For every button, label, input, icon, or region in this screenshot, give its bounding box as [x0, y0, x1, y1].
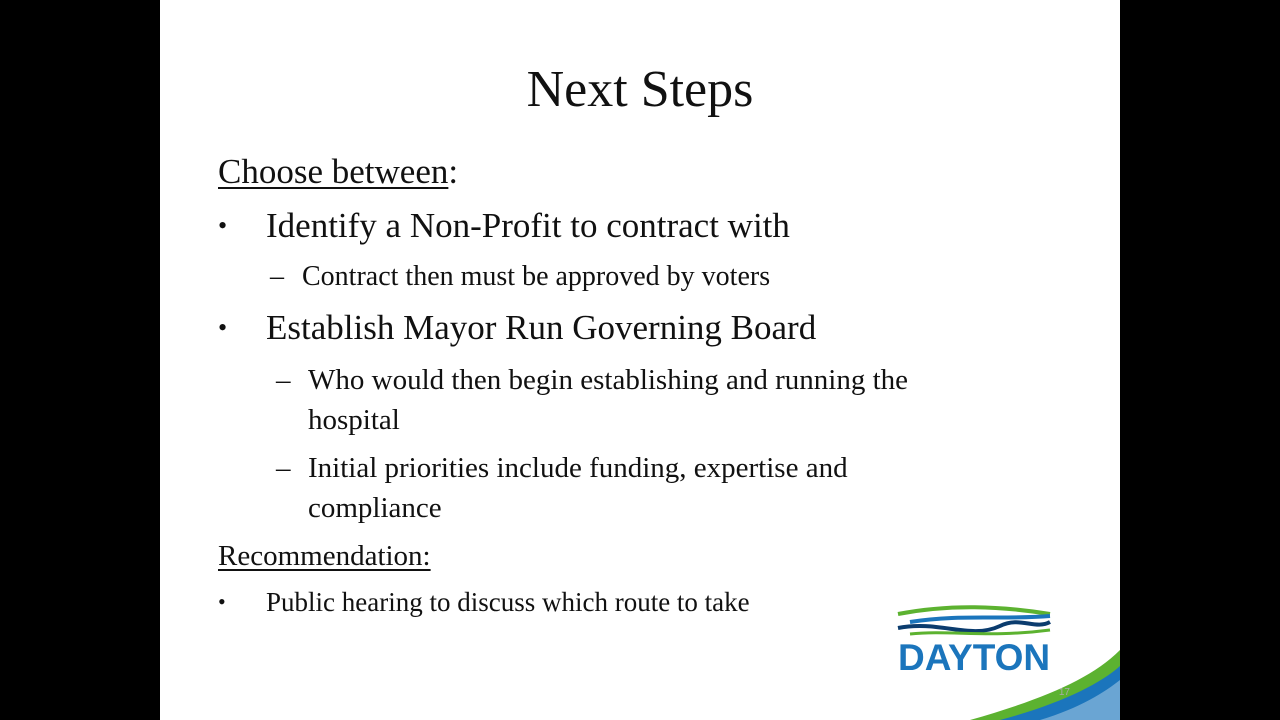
dayton-logo	[890, 600, 1120, 720]
choose-between-heading: Choose between	[218, 152, 449, 191]
bullet-text: Public hearing to discuss which route to take	[266, 587, 750, 617]
dash-icon: –	[276, 364, 291, 396]
page-number: 17	[1058, 687, 1070, 698]
recommendation-heading: Recommendation:	[218, 540, 431, 572]
bullet-icon: •	[218, 589, 226, 614]
sub-item-text: Who would then begin establishing and running the	[308, 364, 909, 396]
section-heading-choose	[218, 152, 458, 192]
dash-icon: –	[276, 452, 291, 484]
sub-item-establishing-continued: hospital	[308, 404, 400, 436]
dash-icon: –	[270, 261, 284, 292]
slide-title: Next Steps	[526, 61, 754, 118]
logo-wordmark: DAYTON	[898, 637, 1051, 678]
sub-item-text: Contract then must be approved by voters	[302, 261, 771, 292]
section-heading-recommendation	[218, 536, 431, 576]
sub-item-text: Initial priorities include funding, expertise and	[308, 452, 848, 484]
slide	[160, 0, 1120, 720]
bullet-text: Identify a Non-Profit to contract with	[266, 206, 790, 245]
bullet-icon: •	[218, 211, 228, 240]
sub-item-priorities-continued: compliance	[308, 492, 442, 524]
bullet-text: Establish Mayor Run Governing Board	[266, 308, 817, 347]
heading-colon: :	[448, 152, 459, 191]
bullet-icon: •	[218, 313, 228, 342]
